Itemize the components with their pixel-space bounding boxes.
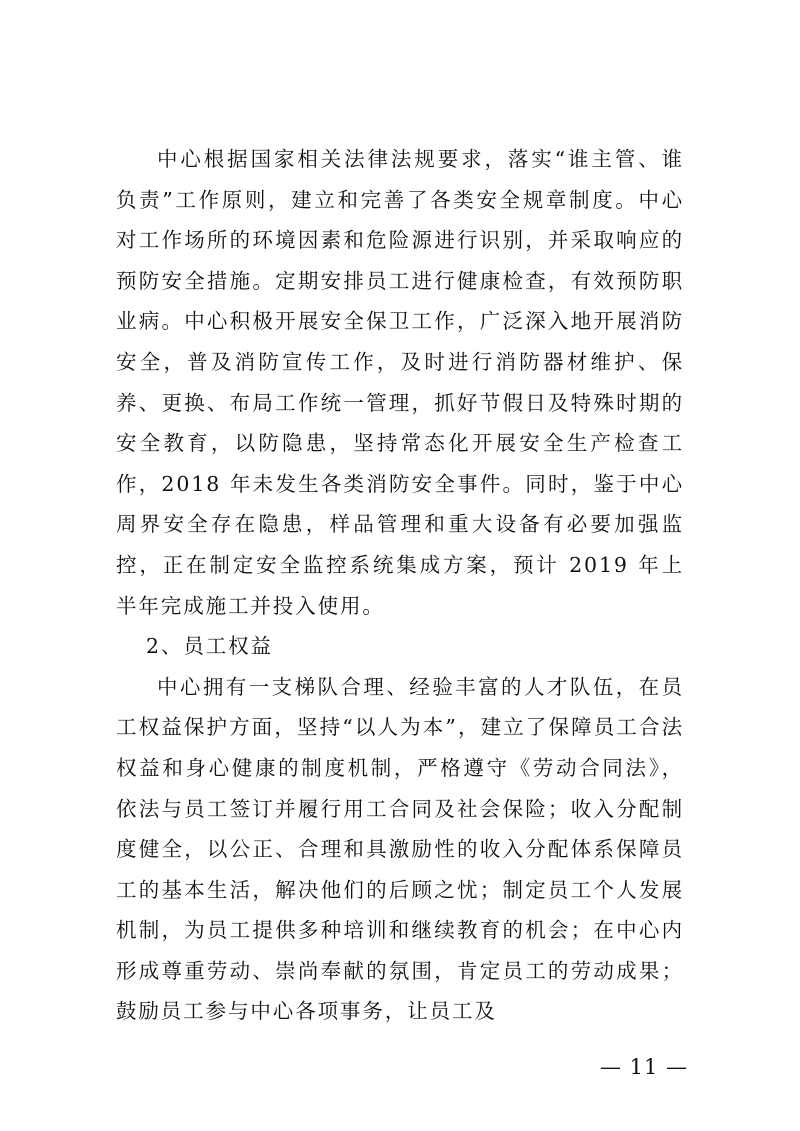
page-number: — 11 — (599, 1055, 688, 1079)
employee-rights-paragraph: 中心拥有一支梯队合理、经验丰富的人才队伍，在员工权益保护方面，坚持“以人为本”，建立了保障员工合法权益和身心健康的制度机制，严格遵守《劳动合同法》，依法与员工签订并履行用工合同及社会保险；收入分配制度健全，以公正、合理和具激励性的收入分配体系保障员工的基本生活，解决他们的后顾之忧；制定员工个人发展机制，为员工提供多种培训和继续教育的机会；在中心内形成尊重劳动、崇尚奉献的氛围，肯定员工的劳动成果；鼓励员工参与中心各项事务，让员工及 (116, 674, 684, 1024)
section-heading-employee-rights: 2、员工权益 (146, 634, 273, 659)
document-body (116, 139, 684, 1032)
safety-paragraph: 中心根据国家相关法律法规要求，落实“谁主管、谁负责”工作原则，建立和完善了各类安全规章制度。中心对工作场所的环境因素和危险源进行识别，并采取响应的预防安全措施。定期安排员工进行健康检查，有效预防职业病。中心积极开展安全保卫工作，广泛深入地开展消防安全，普及消防宣传工作，及时进行消防器材维护、保养、更换、布局工作统一管理，抓好节假日及特殊时期的安全教育，以防隐患，坚持常态化开展安全生产检查工作，2018 年未发生各类消防安全事件。同时，鉴于中心周界安全存在隐患，样品管理和重大设备有必要加强监控，正在制定安全监控系统集成方案，预计 2019 年上半年完成施工并投入使用。 (116, 147, 684, 618)
